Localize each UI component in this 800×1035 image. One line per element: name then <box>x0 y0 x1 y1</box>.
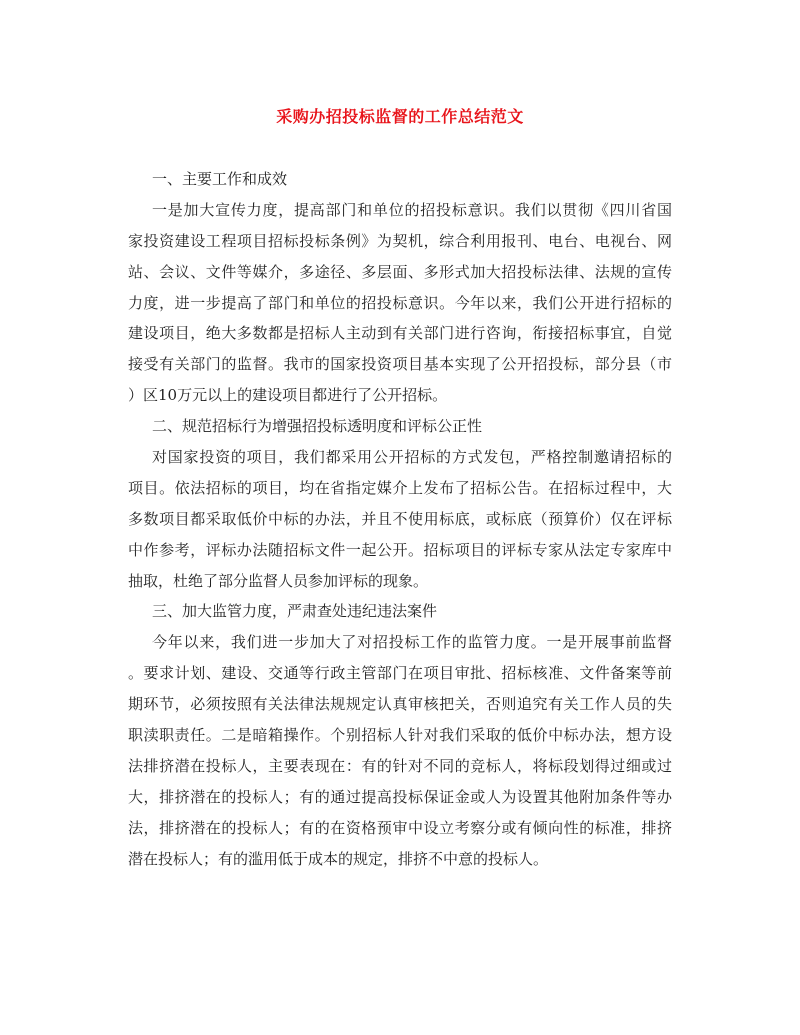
text-line: 三、加大监管力度，严肃查处违纪违法案件 <box>152 602 438 621</box>
section-heading <box>128 596 672 627</box>
text-line: 期环节，必须按照有关法律法规规定认真审核把关，否则追究有关工作人员的失 <box>128 695 672 714</box>
text-line: 家投资建设工程项目招标投标条例》为契机，综合利用报刊、电台、电视台、网 <box>128 231 672 250</box>
paragraph <box>128 627 672 874</box>
text-line: 抽取，杜绝了部分监督人员参加评标的现象。 <box>128 571 429 590</box>
text-line: 大，排挤潜在的投标人；有的通过提高投标保证金或人为设置其他附加条件等办 <box>128 787 672 806</box>
text-line: 一、主要工作和成效 <box>152 170 288 188</box>
text-line: 力度，进一步提高了部门和单位的招投标意识。今年以来，我们公开进行招标的 <box>128 293 672 312</box>
text-line: 多数项目都采取低价中标的办法，并且不使用标底，或标底（预算价）仅在评标 <box>128 509 672 528</box>
text-line: 职渎职责任。二是暗箱操作。个别招标人针对我们采取的低价中标办法，想方设 <box>128 726 672 745</box>
text-line: 。要求计划、建设、交通等行政主管部门在项目审批、招标核准、文件备案等前 <box>128 664 672 683</box>
text-line: 中作参考，评标办法随招标文件一起公开。招标项目的评标专家从法定专家库中 <box>128 540 672 559</box>
text-line: 建设项目，绝大多数都是招标人主动到有关部门进行咨询，衔接招标事宜，自觉 <box>128 324 672 343</box>
text-line: 站、会议、文件等媒介，多途径、多层面、多形式加大招投标法律、法规的宣传 <box>128 262 672 281</box>
text-line: 法排挤潜在投标人，主要表现在：有的针对不同的竞标人，将标段划得过细或过 <box>128 756 672 775</box>
paragraph <box>128 195 672 411</box>
paragraph <box>128 442 672 596</box>
text-line: 项目。依法招标的项目，均在省指定媒介上发布了招标公告。在招标过程中，大 <box>128 478 672 497</box>
text-line: 二、规范招标行为增强招投标透明度和评标公正性 <box>152 417 483 436</box>
document-title: 采购办招投标监督的工作总结范文 <box>276 107 524 126</box>
section-heading <box>128 411 672 442</box>
text-line: ）区10万元以上的建设项目都进行了公开招标。 <box>128 386 448 405</box>
text-line: 今年以来，我们进一步加大了对招投标工作的监管力度。一是开展事前监督 <box>152 633 672 652</box>
section-heading <box>128 164 672 195</box>
text-line: 法，排挤潜在的投标人；有的在资格预审中设立考察分或有倾向性的标准，排挤 <box>128 818 672 837</box>
text-line: 对国家投资的项目，我们都采用公开招标的方式发包，严格控制邀请招标的 <box>152 448 672 467</box>
document-body <box>128 164 672 874</box>
text-line: 一是加大宣传力度，提高部门和单位的招投标意识。我们以贯彻《四川省国 <box>152 200 672 219</box>
text-line: 接受有关部门的监督。我市的国家投资项目基本实现了公开招投标，部分县（市 <box>128 355 672 374</box>
text-line: 潜在投标人；有的滥用低于成本的规定，排挤不中意的投标人。 <box>128 849 549 868</box>
